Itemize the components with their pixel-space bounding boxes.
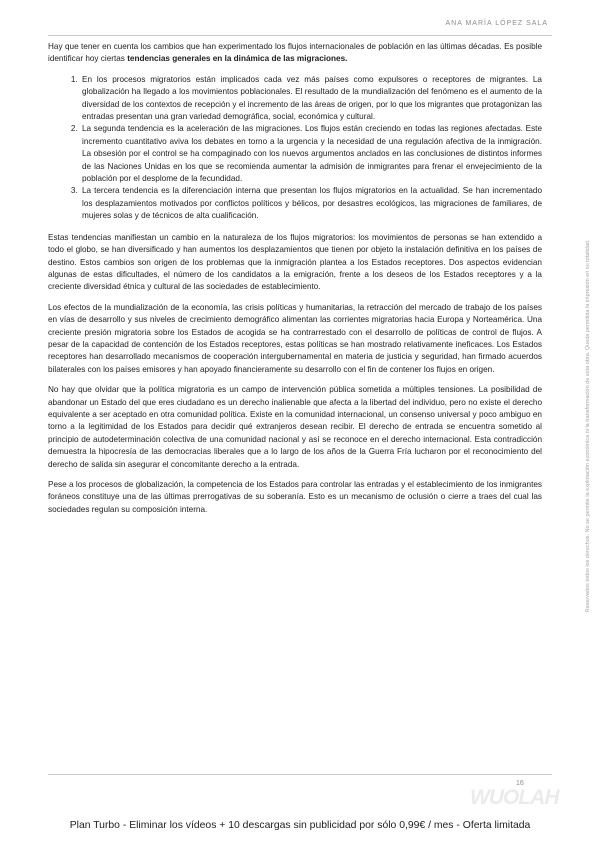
page-number: 16 [516,780,524,787]
document-body [48,41,542,524]
footer-divider [48,774,552,775]
body-paragraph-2: Los efectos de la mundialización de la economía, las crisis políticas y humanitarias, la retracción del mercado de trabajo de los países en vías de desarrollo y sus niveles de crecimiento demográfico alimentan las corrientes migratorias hacia Europa y Norteamérica. Una creciente presión migratoria sobre los Estados de acogida se ha contrarrestado con el desarrollo de políticas de control de flujos. A pesar de la capacidad de contención de los Estados receptores, estas políticas se han mostrado relativamente ineficaces. Los Estados receptores han desarrollado mecanismos de cooperación intergubernamental en materia de justicia y seguridad, han firmado acuerdos bilaterales con los países emisores y han apoyado financieramente su desarrollo con el fin de contener los flujos en origen. [48,302,542,374]
body-paragraph-1: Estas tendencias manifiestan un cambio en la naturaleza de los flujos migratorios: los movimientos de personas se han extendido a todo el globo, se han diversificado y han aumentos los desplazamientos que tienen por objeto la instalación definitiva en los países de destino. Estos cambios son origen de los problemas que la inmigración plantea a los Estados receptores. Dos aspectos evidencian algunas de estas dificultades, el número de los candidatos a la emigración, frente a los deseos de los Estados receptores y a la creciente diversidad étnica y cultural de las sociedades de establecimiento. [48,232,542,292]
copyright-side-note: Reservados todos los derechos. No se permite la explotación económica ni la transformación de esta obra. Queda permitida la impresión en su totalidad. [585,239,591,613]
intro-bold-text: tendencias generales en la dinámica de las migraciones. [127,54,348,64]
trend-item-1: 1. En los procesos migratorios están implicados cada vez más países como expulsores o receptores de migrantes. La globalización ha llegado a los movimientos poblacionales. El resultado de la mundialización del fenómeno es el aumento de la diversidad de los contextos de recepción y el incremento de las áreas de origen, por lo que los migrantes que protagonizan las entradas presentan una gran variedad demográfica, social, económica y cultural. [80,74,542,124]
trend-item-2: 2. La segunda tendencia es la aceleración de las migraciones. Los flujos están creciendo en todas las regiones afectadas. Este incremento cuantitativo aviva los debates en torno a la urgencia y la necesidad de una regulación afectiva de la inmigración. La obsesión por el control se ha compaginado con los nuevos argumentos anclados en las conclusiones de distintos informes de las Naciones Unidas en los que se recomienda aumentar la admisión de inmigrantes para frenar el envejecimiento de la población por el desplome de la fecundidad. [80,123,542,185]
page-header-author: ANA MARÍA LÓPEZ SALA [445,20,548,27]
intro-text: Hay que tener en cuenta los cambios que han experimentado los flujos internacionales de población en las últimas décadas. Es posible identificar hoy ciertas [48,42,542,64]
body-paragraph-4: Pese a los procesos de globalización, la competencia de los Estados para controlar las entradas y el establecimiento de los inmigrantes foráneos constituye una de las últimas prerrogativas de su soberanía. Esto es un mecanismo de oclusión o cierre a traes del cual las sociedades regulan su composición interna. [48,480,542,514]
header-divider [48,35,552,36]
promo-banner-link[interactable]: Plan Turbo - Eliminar los vídeos + 10 descargas sin publicidad por sólo 0,99€ / mes - Oferta limitada [69,820,531,831]
body-paragraph-3: No hay que olvidar que la política migratoria es un campo de intervención pública sometida a múltiples tensiones. La posibilidad de abandonar un Estado del que eres ciudadano es un derecho inalienable que afecta a la libertad del individuo, pero no existe el derecho equivalente a ser aceptado en otra comunidad política. Existe en la comunidad internacional, un consenso universal y poco ambiguo en torno a la legitimidad de los Estados para decidir qué extranjeros desean recibir. El derecho de entrada se encuentra sometido al principio de autodeterminación colectiva de una comunidad nacional y así se reconoce en el derecho internacional. Esta contradicción demuestra la hipocresía de las democracias liberales que a lo largo de los años de la Guerra Fría lucharon por el reconocimiento del derecho de salida sin asegurar el concomitante derecho a la entrada. [48,385,542,469]
wuolah-logo: WUOLAH [470,786,559,809]
intro-paragraph [48,41,542,66]
trends-list [48,74,542,223]
trend-item-3: 3. La tercera tendencia es la diferenciación interna que presentan los flujos migratorios en la actualidad. Se han incrementado los desplazamientos motivados por conflictos políticos y bélicos, por desastres ecológicos, las migraciones de familiares, de mujeres solas y de técnicos de alta cualificación. [80,185,542,222]
